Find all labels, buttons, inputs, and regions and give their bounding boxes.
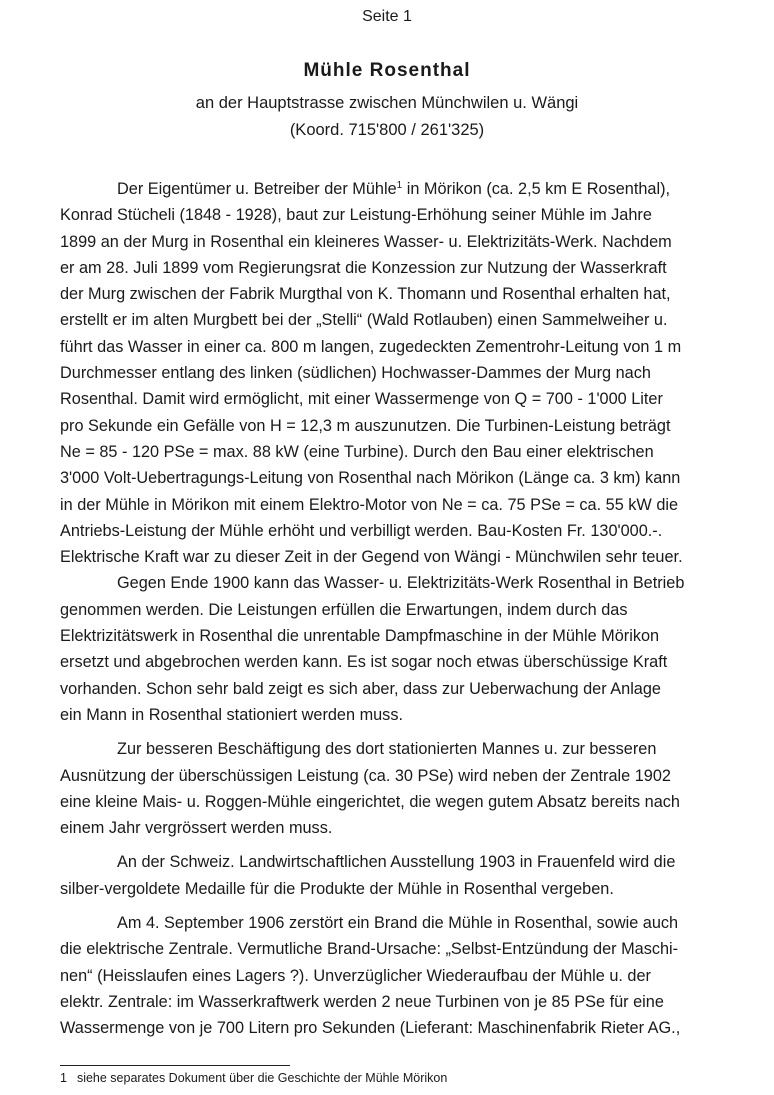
paragraph-5-line: nen“ (Heisslaufen eines Lagers ?). Unverzüglicher Wiederaufbau der Mühle u. der [60,966,651,985]
footnote [60,1071,447,1085]
paragraph-1-line: Antriebs-Leistung der Mühle erhöht und verbilligt werden. Bau-Kosten Fr. 130'000.-. [60,521,663,540]
paragraph-1-line: Der Eigentümer u. Betreiber der Mühle$^1$ in Mörikon (ca. 2,5 km E Rosenthal), [117,180,671,198]
paragraph-2-line: vorhanden. Schon sehr bald zeigt es sich aber, dass zur Ueberwachung der Anlage [60,679,661,698]
paragraph-5-line: Am 4. September 1906 zerstört ein Brand die Mühle in Rosenthal, sowie auch [117,914,679,933]
paragraph-5-line: elektr. Zentrale: im Wasserkraftwerk werden 2 neue Turbinen von je 85 PSe für eine [60,992,664,1011]
paragraph-3-line: eine kleine Mais- u. Roggen-Mühle eingerichtet, die wegen gutem Absatz bereits nach [60,792,680,811]
paragraph-1-line: 3'000 Volt-Uebertragungs-Leitung von Rosenthal nach Mörikon (Länge ca. 3 km) kann [60,469,681,488]
paragraph-2-line: Elektrizitätswerk in Rosenthal die unrentable Dampfmaschine in der Mühle Mörikon [60,627,660,646]
paragraph-2-line: Gegen Ende 1900 kann das Wasser- u. Elektrizitäts-Werk Rosenthal in Betrieb [117,574,685,593]
paragraph-1-line: Elektrische Kraft war zu dieser Zeit in der Gegend von Wängi - Münchwilen sehr teuer. [60,548,683,567]
paragraph-4-line: An der Schweiz. Landwirtschaftlichen Ausstellung 1903 in Frauenfeld wird die [117,853,676,872]
paragraph-3-line: einem Jahr vergrössert werden muss. [60,819,333,838]
footnote-text: siehe separates Dokument über die Geschichte der Mühle Mörikon [76,1071,448,1085]
paragraph-1-line: der Murg zwischen der Fabrik Murgthal von K. Thomann und Rosenthal erhalten hat, [60,285,671,304]
paragraph-1-line: Ne = 85 - 120 PSe = max. 88 kW (eine Turbine). Durch den Bau einer elektrischen [60,442,654,461]
paragraph-2-line: ersetzt und abgebrochen werden kann. Es ist sogar noch etwas überschüssige Kraft [60,653,668,672]
document-subtitle: an der Hauptstrasse zwischen Münchwilen u. Wängi [195,94,579,112]
paragraph-5-line: Wassermenge von je 700 Litern pro Sekunden (Lieferant: Maschinenfabrik Rieter AG., [60,1019,681,1038]
paragraph-1-line: pro Sekunde ein Gefälle von H = 12,3 m auszunutzen. Die Turbinen-Leistung beträgt [60,416,671,435]
paragraph-1-line: er am 28. Juli 1899 vom Regierungsrat die Konzession zur Nutzung der Wasserkraft [60,258,667,277]
paragraph-1-line: erstellt er im alten Murgbett bei der „Stelli“ (Wald Rotlauben) einen Sammelweiher u. [60,311,668,330]
document-coordinates: (Koord. 715'800 / 261'325) [289,121,485,139]
paragraph-3-line: Zur besseren Beschäftigung des dort stationierten Mannes u. zur besseren [117,740,657,759]
document-body [60,176,740,1042]
footnote-divider [60,1065,290,1066]
document-title: Mühle Rosenthal [303,60,471,81]
paragraph-1-line: Konrad Stücheli (1848 - 1928), baut zur Leistung-Erhöhung seiner Mühle im Jahre [60,206,652,225]
paragraph-2-line: genommen werden. Die Leistungen erfüllen die Erwartungen, indem durch das [60,600,628,619]
paragraph-1-line: 1899 an der Murg in Rosenthal ein kleineres Wasser- u. Elektrizitäts-Werk. Nachdem [60,232,672,251]
page-number: Seite 1 [362,8,412,25]
paragraph-1-line: führt das Wasser in einer ca. 800 m langen, zugedeckten Zementrohr-Leitung von 1 m [60,337,682,356]
footnote-ref: 1 [396,180,403,191]
paragraph-3-line: Ausnützung der überschüssigen Leistung (ca. 30 PSe) wird neben der Zentrale 1902 [60,766,671,785]
paragraph-1-line: in der Mühle in Mörikon mit einem Elektro-Motor von Ne = ca. 75 PSe = ca. 55 kW die [60,495,679,514]
paragraph-4-line: silber-vergoldete Medaille für die Produkte der Mühle in Rosenthal vergeben. [60,879,614,898]
paragraph-2-line: ein Mann in Rosenthal stationiert werden muss. [60,705,403,724]
footnote-number: 1 [60,1071,67,1085]
paragraph-5-line: die elektrische Zentrale. Vermutliche Brand-Ursache: „Selbst-Entzündung der Maschi- [60,940,679,959]
paragraph-1-line: Durchmesser entlang des linken (südlichen) Hochwasser-Dammes der Murg nach [60,364,651,383]
paragraph-1-line: Rosenthal. Damit wird ermöglicht, mit einer Wassermenge von Q = 700 - 1'000 Liter [60,390,663,409]
